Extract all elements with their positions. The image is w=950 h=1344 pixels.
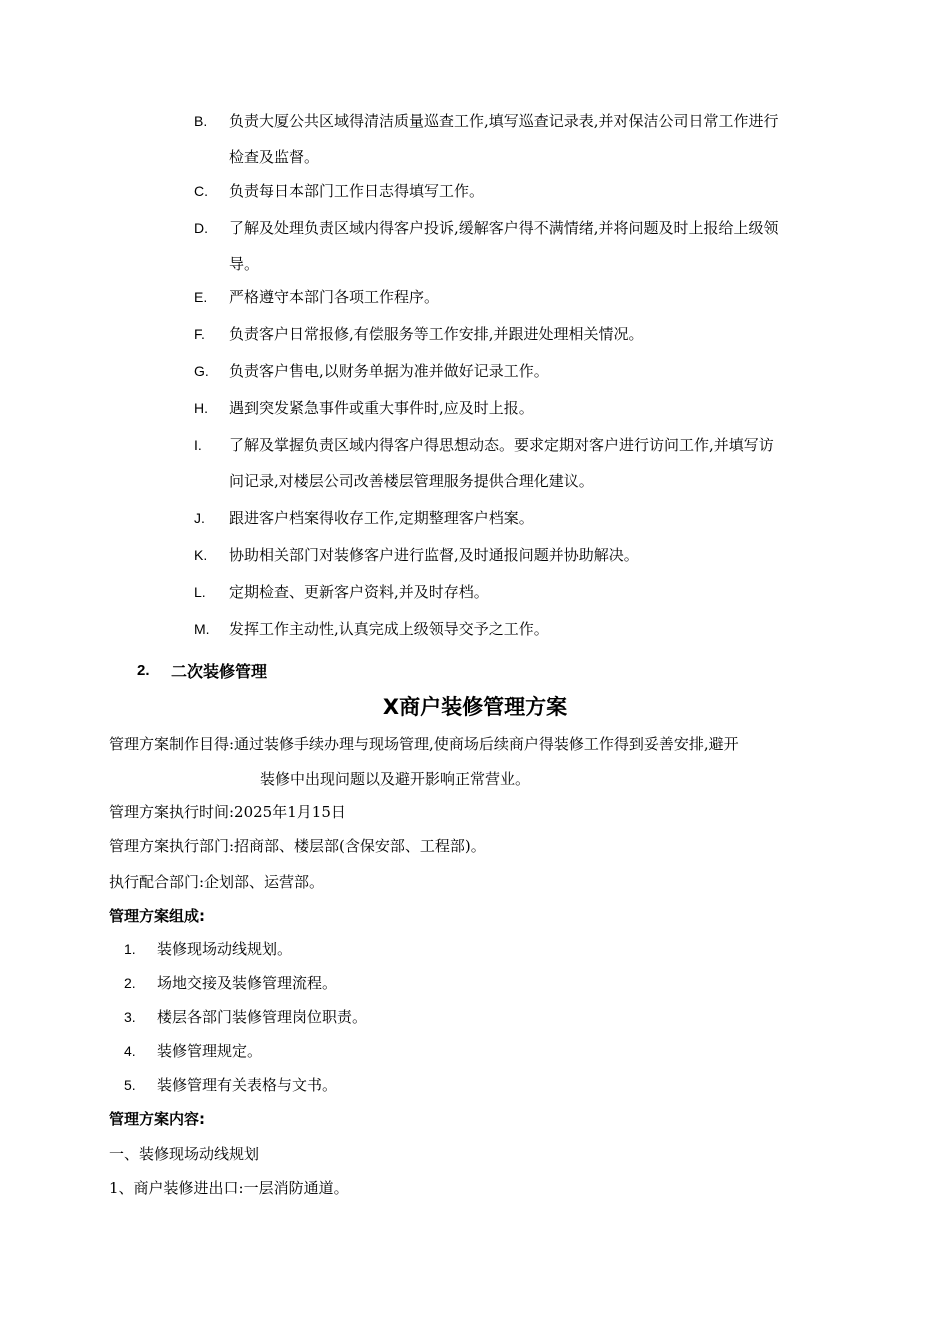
duty-letter-g: G. (194, 363, 209, 379)
duty-text-c: 负责每日本部门工作日志得填写工作。 (229, 182, 485, 200)
duty-letter-e: E. (194, 289, 208, 305)
cooperating-department: 执行配合部门:企划部、运营部。 (109, 873, 325, 891)
duty-letter-i: I. (194, 437, 202, 453)
duty-text-i-1: 了解及掌握负责区域内得客户得思想动态。要求定期对客户进行访问工作,并填写访 (229, 436, 774, 454)
duty-letter-l: L. (194, 584, 206, 600)
execution-time: 管理方案执行时间:2025年1月15日 (109, 803, 346, 821)
duty-letter-d: D. (194, 220, 208, 236)
duty-text-l: 定期检查、更新客户资料,并及时存档。 (229, 583, 489, 601)
duty-text-d-2: 导。 (229, 255, 260, 273)
duty-text-e: 严格遵守本部门各项工作程序。 (229, 288, 440, 306)
duty-text-d-1: 了解及处理负责区域内得客户投诉,缓解客户得不满情绪,并将问题及时上报给上级领 (229, 219, 779, 237)
duty-text-f: 负责客户日常报修,有偿服务等工作安排,并跟进处理相关情况。 (229, 325, 644, 343)
composition-item-5: 装修管理有关表格与文书。 (157, 1076, 338, 1094)
composition-num-1: 1. (124, 941, 136, 957)
duty-letter-c: C. (194, 183, 208, 199)
composition-num-5: 5. (124, 1077, 136, 1093)
duty-letter-m: M. (194, 621, 210, 637)
execution-department: 管理方案执行部门:招商部、楼层部(含保安部、工程部)。 (109, 837, 486, 855)
duty-text-k: 协助相关部门对装修客户进行监督,及时通报问题并协助解决。 (229, 546, 639, 564)
duty-letter-k: K. (194, 547, 208, 563)
duty-letter-j: J. (194, 510, 205, 526)
document-title: X商户装修管理方案 (382, 695, 568, 719)
composition-item-3: 楼层各部门装修管理岗位职责。 (157, 1008, 368, 1026)
duty-text-i-2: 问记录,对楼层公司改善楼层管理服务提供合理化建议。 (229, 472, 594, 490)
duty-text-j: 跟进客户档案得收存工作,定期整理客户档案。 (229, 509, 534, 527)
duty-text-g: 负责客户售电,以财务单据为准并做好记录工作。 (229, 362, 549, 380)
composition-num-3: 3. (124, 1009, 136, 1025)
section-one-heading: 一、装修现场动线规划 (109, 1145, 260, 1163)
purpose-line-1: 管理方案制作目得:通过装修手续办理与现场管理,使商场后续商户得装修工作得到妥善安排,避开 (109, 735, 739, 753)
duty-text-b-1: 负责大厦公共区域得清洁质量巡查工作,填写巡查记录表,并对保洁公司日常工作进行 (229, 112, 779, 130)
content-heading: 管理方案内容: (109, 1110, 205, 1128)
section-2-number: 2. (137, 662, 150, 679)
composition-num-4: 4. (124, 1043, 136, 1059)
duty-text-h: 遇到突发紧急事件或重大事件时,应及时上报。 (229, 399, 534, 417)
duty-text-m: 发挥工作主动性,认真完成上级领导交予之工作。 (229, 620, 549, 638)
duty-letter-h: H. (194, 400, 208, 416)
composition-item-1: 装修现场动线规划。 (157, 940, 293, 958)
composition-item-4: 装修管理规定。 (157, 1042, 263, 1060)
duty-letter-f: F. (194, 326, 205, 342)
purpose-line-2: 装修中出现问题以及避开影响正常营业。 (260, 770, 531, 788)
duty-text-b-2: 检查及监督。 (229, 148, 320, 166)
duty-letter-b: B. (194, 113, 208, 129)
item-one: 1、商户装修进出口:一层消防通道。 (109, 1179, 349, 1197)
composition-num-2: 2. (124, 975, 136, 991)
section-2-heading: 二次装修管理 (171, 662, 268, 681)
composition-item-2: 场地交接及装修管理流程。 (157, 974, 338, 992)
composition-heading: 管理方案组成: (109, 907, 205, 925)
